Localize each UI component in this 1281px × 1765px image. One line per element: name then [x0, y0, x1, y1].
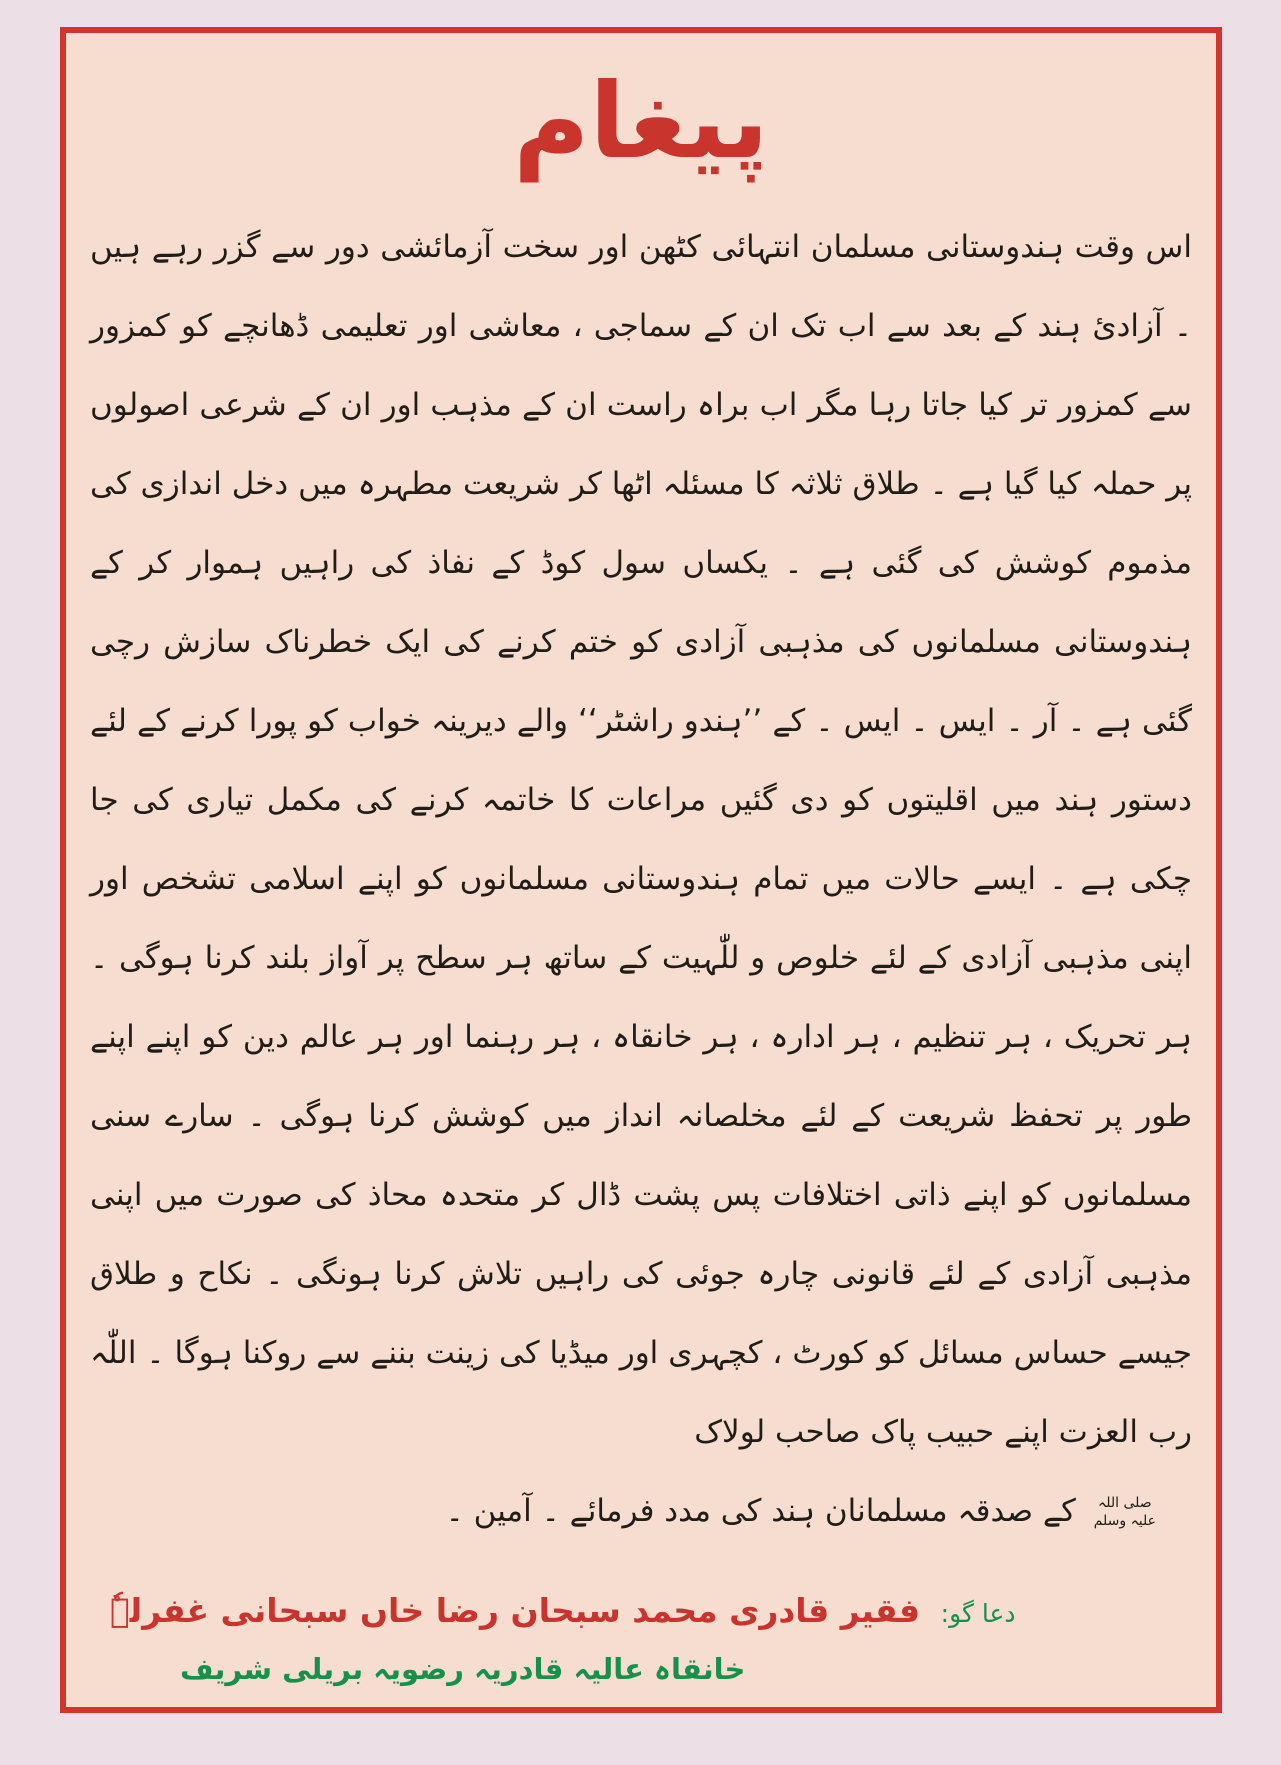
closing-text: کے صدقہ مسلمانان ہند کی مدد فرمائے ۔ آمین ۔ — [445, 1493, 1076, 1530]
message-closing-line — [90, 1472, 1192, 1551]
organization-line: خانقاہ عالیہ قادریہ رضویہ بریلی شریف — [180, 1651, 746, 1686]
salawat-mark — [1094, 1495, 1156, 1530]
poster-frame — [60, 27, 1222, 1713]
signature-block — [90, 1585, 1192, 1686]
signatory-name: فقیر قادری محمد سبحان رضا خاں سبحانی غفرلہٗ — [110, 1591, 921, 1631]
salawat-top: صلی اللہ — [1098, 1495, 1152, 1512]
poster-title: پیغام — [513, 60, 769, 182]
message-paragraph: اس وقت ہندوستانی مسلمان انتہائی کٹھن اور سخت آزمائشی دور سے گزر رہے ہیں ۔ آزادیٔ ہند کے بعد سے اب تک ان کے سماجی ، معاشی اور تعلیمی ڈھانچے کو کمزور سے کمزور تر کیا جاتا رہا مگر اب براہ راست ان کے مذہب اور ان کے شرعی اصولوں پر حملہ کیا گیا ہے ۔ طلاق ثلاثہ کا مسئلہ اٹھا کر شریعت مطہرہ میں دخل اندازی کی مذموم کوشش کی گئی ہے ۔ یکساں سول کوڈ کے نفاذ کی راہیں ہموار کر کے ہندوستانی مسلمانوں کی مذہبی آزادی کو ختم کرنے کی ایک خطرناک سازش رچی گئی ہے ۔ آر ۔ ایس ۔ ایس ۔ کے ’’ہندو راشٹر‘‘ والے دیرینہ خواب کو پورا کرنے کے لئے دستور ہند میں اقلیتوں کو دی گئیں مراعات کا خاتمہ کرنے کی مکمل تیاری کی جا چکی ہے ۔ ایسے حالات میں تمام ہندوستانی مسلمانوں کو اپنے اسلامی تشخص اور اپنی مذہبی آزادی کے لئے خلوص و للّٰہیت کے ساتھ ہر سطح پر آواز بلند کرنا ہوگی ۔ ہر تحریک ، ہر تنظیم ، ہر ادارہ ، ہر خانقاہ ، ہر رہنما اور ہر عالم دین کو اپنے اپنے طور پر تحفظ شریعت کے لئے مخلصانہ انداز میں کوشش کرنا ہوگی ۔ سارے سنی مسلمانوں کو اپنے ذاتی اختلافات پس پشت ڈال کر متحدہ محاذ کی صورت میں اپنی مذہبی آزادی کے لئے قانونی چارہ جوئی کی راہیں تلاش کرنا ہونگی ۔ نکاح و طلاق جیسے حساس مسائل کو کورٹ ، کچہری اور میڈیا کی زینت بننے سے روکنا ہوگا ۔ اللّٰہ رب العزت اپنے حبیب پاک صاحب لولاک — [90, 229, 1192, 1451]
dua-label: دعا گو: — [940, 1599, 1016, 1629]
salawat-bottom: علیہ وسلم — [1093, 1512, 1156, 1529]
signature-line — [110, 1585, 1016, 1638]
